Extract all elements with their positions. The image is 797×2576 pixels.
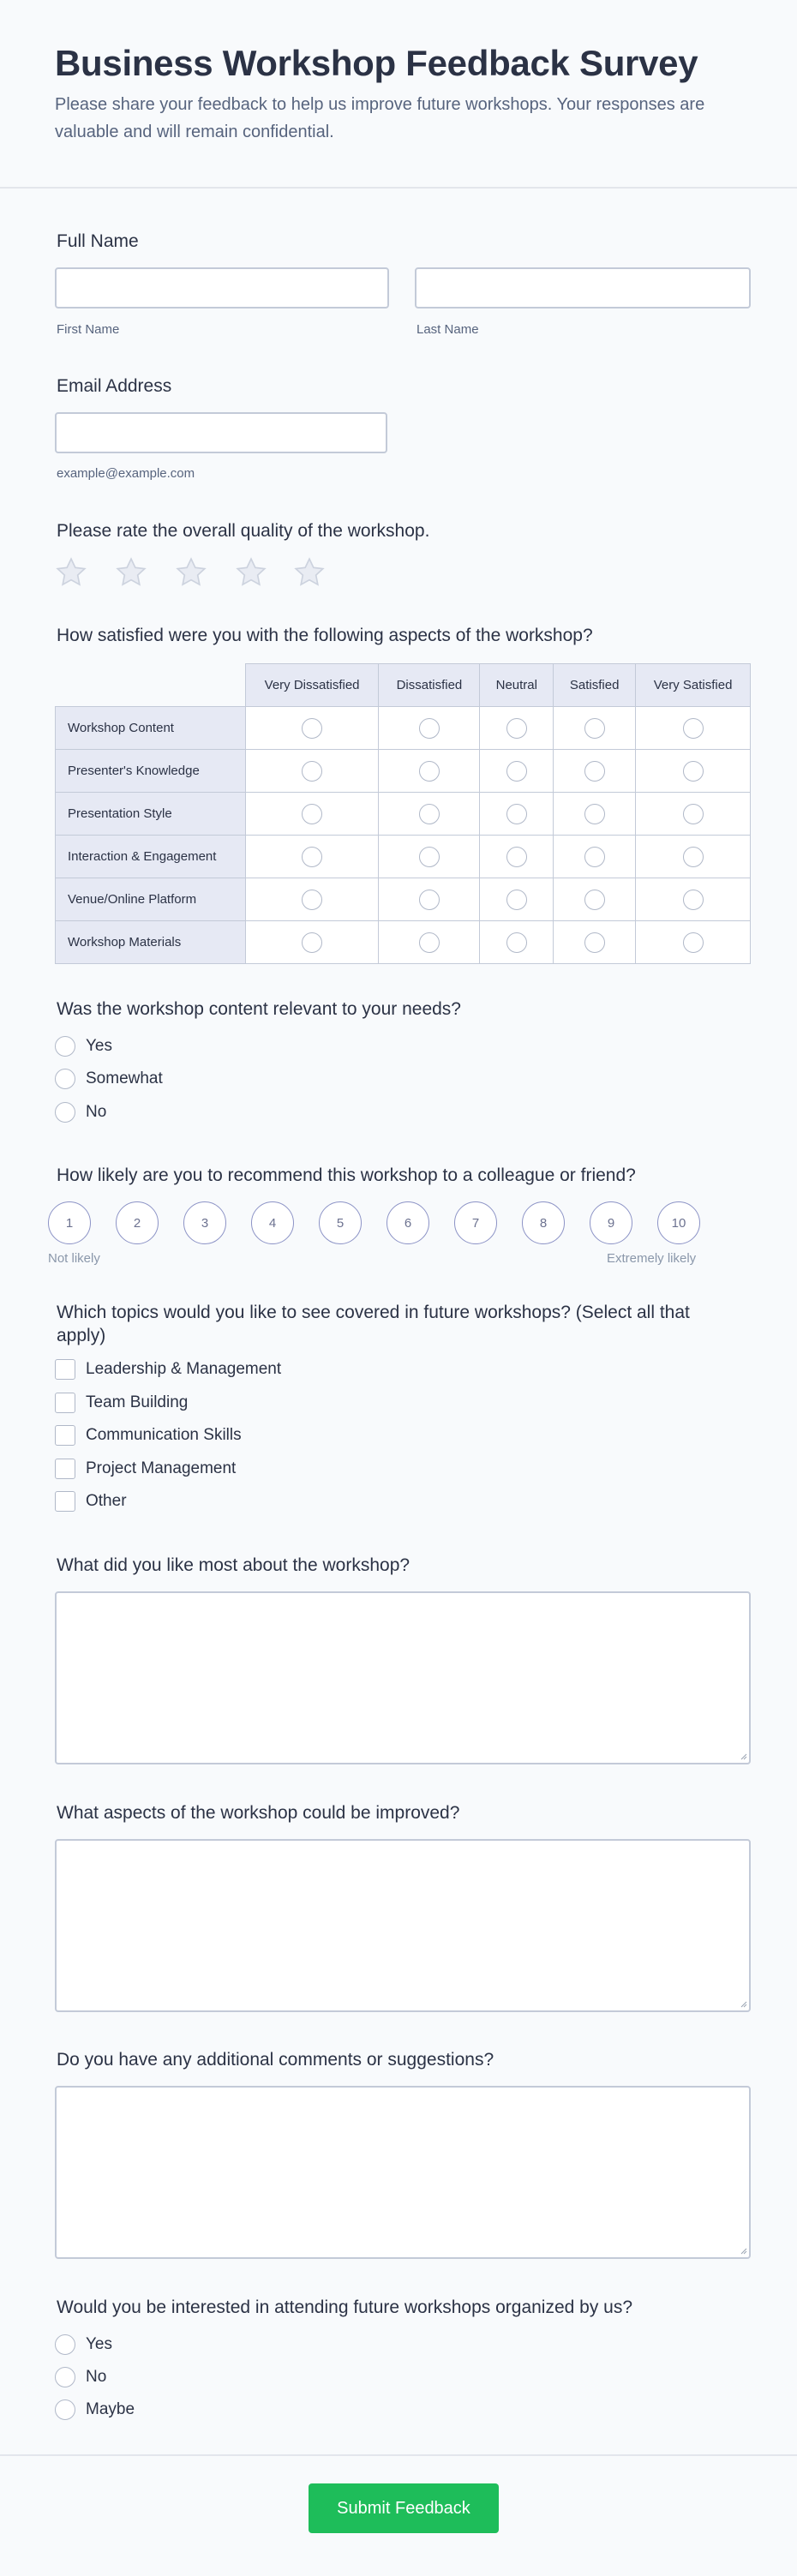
topic-option[interactable] [55,1357,281,1381]
matrix-row [56,921,751,964]
matrix-row [56,750,751,793]
relevance-option[interactable] [55,1067,163,1091]
topic-option-label: Leadership & Management [86,1360,282,1378]
matrix-column-header: Dissatisfied [379,664,480,707]
matrix-radio[interactable] [419,847,440,867]
matrix-radio[interactable] [506,890,527,910]
topic-option[interactable] [55,1391,188,1415]
matrix-radio[interactable] [584,718,605,739]
resize-grip-icon[interactable] [739,2246,747,2255]
submit-button[interactable]: Submit Feedback [309,2483,499,2533]
liked-label: What did you like most about the workshop? [57,1555,410,1575]
comments-textarea[interactable] [55,2086,751,2259]
matrix-radio[interactable] [683,847,704,867]
topic-option-label: Communication Skills [86,1426,242,1444]
last-name-sublabel: Last Name [416,322,479,337]
matrix-column-header: Neutral [480,664,554,707]
email-input[interactable] [55,412,387,453]
scale-option[interactable]: 9 [590,1201,632,1244]
checkbox[interactable] [55,1393,75,1413]
matrix-column-header: Satisfied [554,664,636,707]
checkbox[interactable] [55,1359,75,1380]
topic-option[interactable] [55,1457,236,1481]
star-icon[interactable] [53,555,89,590]
relevance-label: Was the workshop content relevant to your needs? [57,999,461,1019]
rating-label: Please rate the overall quality of the workshop. [57,521,430,541]
first-name-input[interactable] [55,267,389,309]
matrix-radio[interactable] [419,804,440,824]
matrix-radio[interactable] [584,804,605,824]
improve-textarea[interactable] [55,1839,751,2012]
matrix-label: How satisfied were you with the following aspects of the workshop? [57,626,593,645]
matrix-row-label: Workshop Content [56,707,246,750]
satisfaction-matrix [55,663,751,964]
matrix-row-label: Workshop Materials [56,921,246,964]
relevance-option-label: Somewhat [86,1069,163,1087]
matrix-radio[interactable] [683,932,704,953]
topic-option-label: Project Management [86,1459,237,1477]
checkbox[interactable] [55,1425,75,1446]
matrix-radio[interactable] [302,718,322,739]
liked-textarea[interactable] [55,1591,751,1764]
topic-option-label: Other [86,1492,127,1510]
checkbox[interactable] [55,1459,75,1479]
matrix-row [56,878,751,921]
matrix-row-label: Venue/Online Platform [56,878,246,921]
matrix-radio[interactable] [683,761,704,782]
matrix-radio[interactable] [506,847,527,867]
scale-high-caption: Extremely likely [607,1251,697,1266]
relevance-option-label: No [86,1103,107,1121]
scale-option[interactable]: 6 [387,1201,429,1244]
matrix-radio[interactable] [419,890,440,910]
matrix-radio[interactable] [506,761,527,782]
future-label: Would you be interested in attending future workshops organized by us? [57,2297,633,2317]
email-sublabel: example@example.com [57,466,195,481]
matrix-radio[interactable] [584,761,605,782]
star-icon[interactable] [113,555,149,590]
topic-option[interactable] [55,1489,127,1513]
matrix-radio[interactable] [584,932,605,953]
improve-label: What aspects of the workshop could be improved? [57,1803,460,1823]
future-option-label: No [86,2368,107,2386]
matrix-radio[interactable] [683,890,704,910]
matrix-row-label: Presentation Style [56,793,246,836]
checkbox[interactable] [55,1491,75,1512]
matrix-radio[interactable] [584,890,605,910]
future-option-label: Maybe [86,2400,135,2418]
matrix-radio[interactable] [419,761,440,782]
matrix-radio[interactable] [584,847,605,867]
full-name-label: Full Name [57,231,139,251]
matrix-radio[interactable] [302,761,322,782]
matrix-radio[interactable] [302,804,322,824]
matrix-radio[interactable] [506,804,527,824]
matrix-radio[interactable] [302,890,322,910]
matrix-corner [56,664,246,707]
star-icon[interactable] [291,555,327,590]
matrix-radio[interactable] [506,718,527,739]
scale-option[interactable]: 4 [251,1201,294,1244]
matrix-radio[interactable] [506,932,527,953]
scale-option[interactable]: 5 [319,1201,362,1244]
topic-option-label: Team Building [86,1393,189,1411]
matrix-radio[interactable] [419,718,440,739]
scale-option[interactable]: 10 [657,1201,700,1244]
first-name-sublabel: First Name [57,322,120,337]
future-option[interactable] [55,2333,112,2357]
radio-button[interactable] [55,2367,75,2387]
star-icon[interactable] [233,555,269,590]
scale-low-caption: Not likely [48,1251,100,1266]
scale-option[interactable]: 2 [116,1201,159,1244]
resize-grip-icon[interactable] [739,1752,747,1760]
future-option-label: Yes [86,2335,112,2353]
matrix-row [56,707,751,750]
matrix-radio[interactable] [419,932,440,953]
scale-option[interactable]: 8 [522,1201,565,1244]
radio-button[interactable] [55,2334,75,2355]
form-header [0,0,797,189]
matrix-row [56,836,751,878]
comments-label: Do you have any additional comments or suggestions? [57,2050,494,2070]
future-option[interactable] [55,2365,106,2389]
radio-button[interactable] [55,1069,75,1089]
recommend-label: How likely are you to recommend this workshop to a colleague or friend? [57,1165,636,1185]
last-name-input[interactable] [415,267,751,309]
email-label: Email Address [57,376,172,396]
matrix-radio[interactable] [302,847,322,867]
matrix-column-header: Very Dissatisfied [245,664,379,707]
matrix-row-label: Presenter's Knowledge [56,750,246,793]
matrix-column-header: Very Satisfied [636,664,751,707]
star-icon[interactable] [173,555,209,590]
matrix-row-label: Interaction & Engagement [56,836,246,878]
matrix-radio[interactable] [683,804,704,824]
resize-grip-icon[interactable] [739,1999,747,2008]
matrix-radio[interactable] [683,718,704,739]
scale-option[interactable]: 1 [48,1201,91,1244]
relevance-option[interactable] [55,1034,112,1058]
future-option[interactable] [55,2398,135,2422]
topic-option[interactable] [55,1423,242,1447]
relevance-option-label: Yes [86,1037,112,1055]
matrix-row [56,793,751,836]
radio-button[interactable] [55,2399,75,2420]
radio-button[interactable] [55,1102,75,1123]
radio-button[interactable] [55,1036,75,1057]
scale-option[interactable]: 7 [454,1201,497,1244]
scale-option[interactable]: 3 [183,1201,226,1244]
form-title: Business Workshop Feedback Survey [55,43,698,83]
form-subtitle: Please share your feedback to help us improve future workshops. Your responses are valuable and will remain confidential. [55,95,705,141]
matrix-radio[interactable] [302,932,322,953]
topics-label: Which topics would you like to see covered in future workshops? (Select all that apply) [57,1303,690,1345]
relevance-option[interactable] [55,1100,106,1124]
